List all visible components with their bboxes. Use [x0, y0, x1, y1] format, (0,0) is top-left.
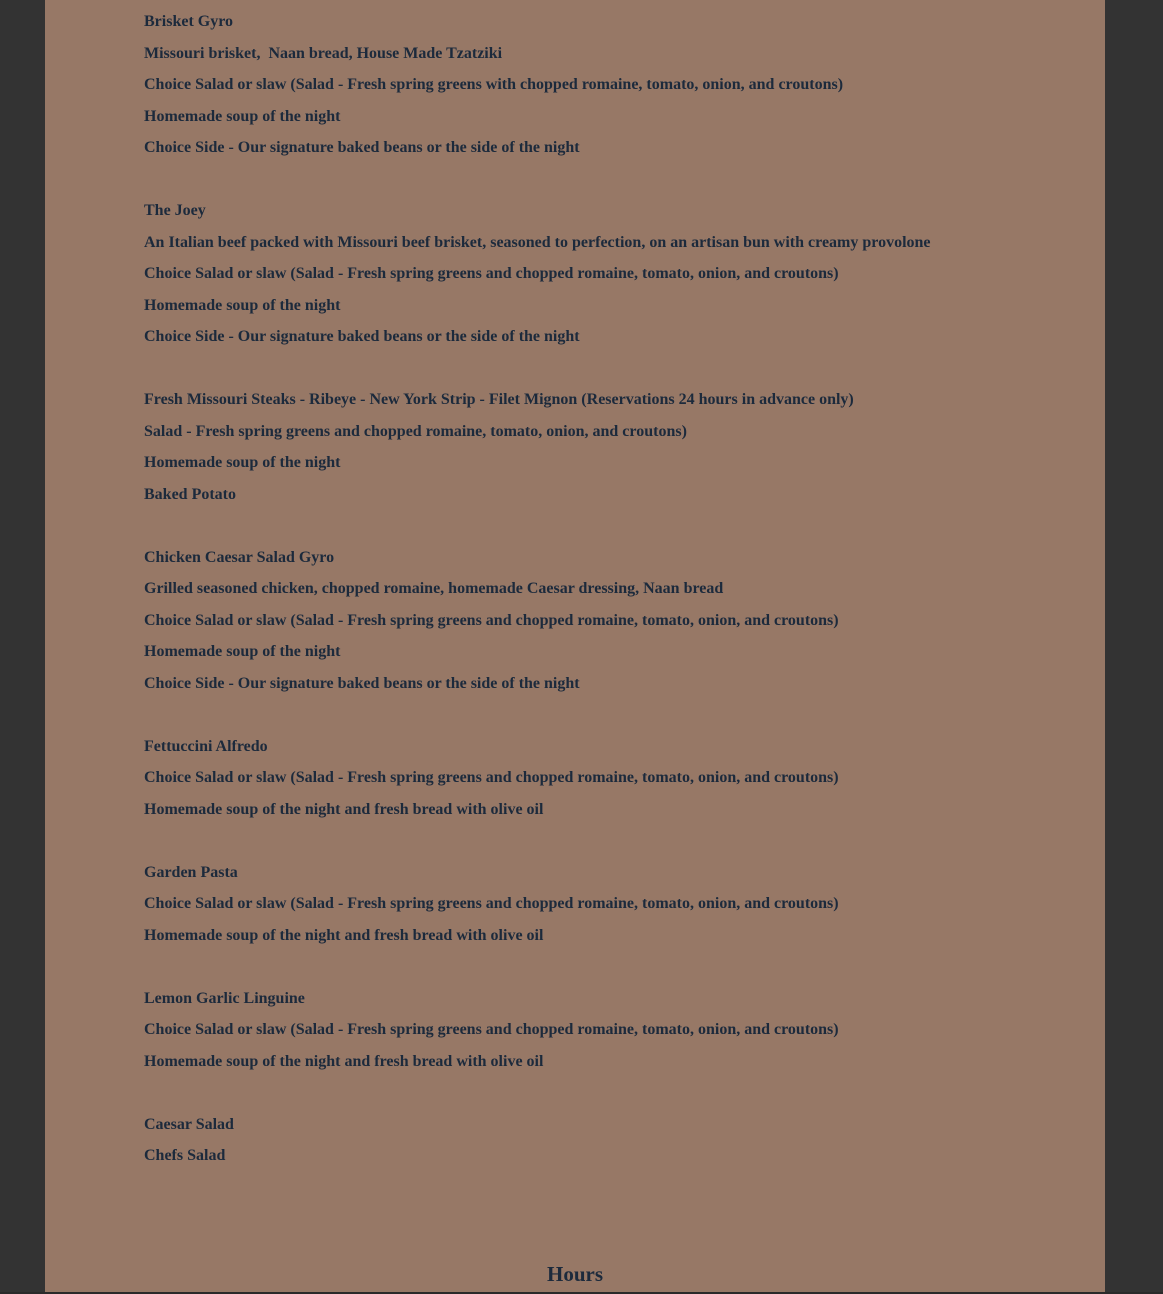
- menu-item-lemon-garlic-linguine: [144, 977, 1044, 1103]
- menu-item-garden-pasta: [144, 851, 1044, 977]
- menu-spacer: [144, 158, 1044, 190]
- menu-item-salad-choice: Choice Salad or slaw (Salad - Fresh spring greens and chopped romaine, tomato, onion, and croutons): [144, 265, 839, 282]
- menu-item-soup: Homemade soup of the night and fresh bread with olive oil: [144, 1052, 544, 1070]
- menu-item-title: Caesar Salad: [144, 1115, 234, 1133]
- menu-item-soup: Homemade soup of the night: [144, 107, 341, 125]
- menu-item-brisket-gyro: [144, 0, 1044, 189]
- menu-item-missouri-steaks: [144, 378, 1044, 536]
- menu-item-soup: Homemade soup of the night: [144, 296, 341, 314]
- menu-item-title: Brisket Gyro: [144, 13, 234, 30]
- menu-item-salad-choice: Choice Salad or slaw (Salad - Fresh spring greens and chopped romaine, tomato, onion, and croutons): [144, 1021, 839, 1038]
- menu-item-side-choice: Choice Side - Our signature baked beans or the side of the night: [144, 139, 580, 156]
- menu-item-side-choice: Choice Side - Our signature baked beans or the side of the night: [144, 328, 580, 345]
- menu-item-chicken-caesar-gyro: [144, 536, 1044, 725]
- menu-item-soup: Homemade soup of the night and fresh bread with olive oil: [144, 800, 544, 818]
- menu-item-soup: Homemade soup of the night and fresh bread with olive oil: [144, 926, 544, 944]
- menu-item-salad-choice: Choice Salad or slaw (Salad - Fresh spring greens and chopped romaine, tomato, onion, and croutons): [144, 769, 839, 786]
- menu-item-caesar-salad: [144, 1103, 1044, 1135]
- menu-item-description: Grilled seasoned chicken, chopped romaine, homemade Caesar dressing, Naan bread: [144, 580, 724, 597]
- menu-item-soup: Homemade soup of the night: [144, 643, 341, 660]
- menu-item-description: Missouri brisket, Naan bread, House Made Tzatziki: [144, 44, 503, 62]
- menu-item-title: Fettuccini Alfredo: [144, 737, 268, 755]
- menu-item-title: Chicken Caesar Salad Gyro: [144, 548, 335, 566]
- menu-item-side: Baked Potato: [144, 485, 236, 503]
- menu-spacer: [144, 347, 1044, 379]
- menu-item-the-joey: [144, 189, 1044, 378]
- menu-spacer: [144, 693, 1044, 725]
- menu-item-salad-choice: Choice Salad or slaw (Salad - Fresh spring greens and chopped romaine, tomato, onion, and croutons): [144, 895, 839, 912]
- menu-item-fettuccini-alfredo: [144, 725, 1044, 851]
- menu-item-salad: Salad - Fresh spring greens and chopped romaine, tomato, onion, and croutons): [144, 422, 687, 440]
- menu-item-soup: Homemade soup of the night: [144, 454, 341, 471]
- menu-item-chefs-salad: [144, 1134, 1044, 1166]
- hours-heading: Hours: [546, 1262, 603, 1286]
- menu-item-title: Chefs Salad: [144, 1147, 226, 1164]
- menu-spacer: [144, 1071, 1044, 1103]
- menu-item-title: Garden Pasta: [144, 863, 238, 881]
- menu-item-title: Fresh Missouri Steaks - Ribeye - New York Strip - Filet Mignon (Reservations 24 hours in advance only): [144, 391, 854, 408]
- menu-item-title: The Joey: [144, 202, 206, 219]
- menu-item-title: Lemon Garlic Linguine: [144, 989, 305, 1007]
- menu-item-salad-choice: Choice Salad or slaw (Salad - Fresh spring greens and chopped romaine, tomato, onion, and croutons): [144, 611, 839, 629]
- menu-list: [144, 0, 1044, 1166]
- menu-spacer: [144, 504, 1044, 536]
- menu-item-salad-choice: Choice Salad or slaw (Salad - Fresh spring greens with chopped romaine, tomato, onion, and croutons): [144, 76, 844, 93]
- menu-item-side-choice: Choice Side - Our signature baked beans or the side of the night: [144, 674, 580, 692]
- menu-item-description: An Italian beef packed with Missouri beef brisket, seasoned to perfection, on an artisan bun with creamy provolone: [144, 233, 931, 251]
- menu-spacer: [144, 819, 1044, 851]
- menu-spacer: [144, 945, 1044, 977]
